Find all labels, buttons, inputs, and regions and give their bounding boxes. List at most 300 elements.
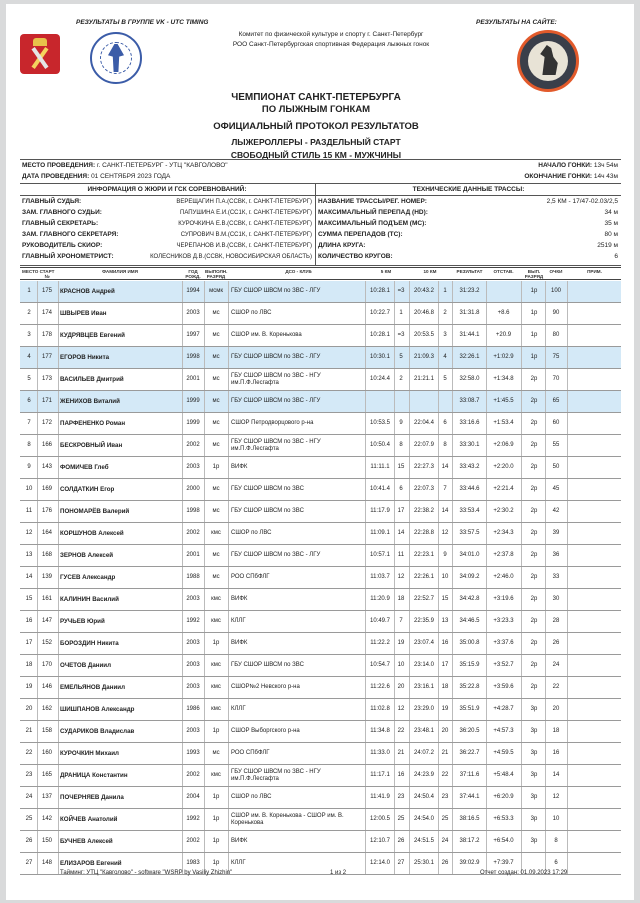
cell-bib: 160 — [41, 750, 52, 756]
cell-rank: кмс — [211, 684, 221, 690]
cell-club: СШОР Выборгского р-на — [231, 728, 300, 734]
cell-bib: 147 — [41, 618, 52, 624]
cell-10km-time: 20:53.5 — [413, 332, 435, 338]
table-row — [20, 325, 621, 347]
cell-gap: +6:53.3 — [493, 816, 514, 822]
cell-name: ПОНОМАРЁВ Валерий — [60, 508, 130, 515]
cell-5km-pos: 14 — [397, 530, 405, 536]
cell-10km-pos: 14 — [441, 508, 449, 514]
cell-year: 1993 — [186, 750, 200, 756]
cell-points: 70 — [552, 376, 560, 382]
cell-place: 11 — [25, 508, 33, 514]
discipline-title: ПО ЛЫЖНЫМ ГОНКАМ — [261, 104, 371, 115]
col-year: ГОД РОЖД. — [185, 269, 201, 279]
table-row — [20, 369, 621, 391]
cell-5km-pos: 12 — [397, 706, 405, 712]
divider — [20, 265, 621, 266]
cell-bib: 168 — [41, 552, 52, 558]
cell-earned-rank: 2р — [530, 398, 538, 404]
cell-year: 2002 — [186, 442, 200, 448]
cell-5km-time: 11:22.6 — [370, 684, 390, 690]
cell-name: ЕЛИЗАРОВ Евгений — [60, 860, 122, 867]
cell-points: 80 — [552, 332, 560, 338]
cell-year: 1997 — [186, 332, 200, 338]
cell-rank: 1р — [212, 838, 220, 844]
cell-10km-pos: 6 — [443, 420, 447, 426]
cell-earned-rank: 1р — [530, 310, 538, 316]
cell-earned-rank: 2р — [530, 530, 538, 536]
tech-value: 34 м — [604, 209, 618, 216]
cell-year: 1999 — [186, 398, 200, 404]
divider — [20, 195, 621, 196]
cell-name: ПАРФЕНЕНКО Роман — [60, 420, 126, 427]
cell-5km-time: 10:50.4 — [369, 442, 391, 448]
cell-points: 24 — [552, 662, 560, 668]
cell-5km-time: 11:41.9 — [370, 794, 390, 800]
cell-club: ВИФК — [231, 596, 248, 602]
cell-points: 45 — [552, 486, 560, 492]
cell-10km-pos: 21 — [441, 750, 449, 756]
cell-earned-rank: 2р — [530, 420, 538, 426]
cell-rank: мс — [212, 332, 220, 338]
jury-role: РУКОВОДИТЕЛЬ СКИОР: — [22, 242, 103, 249]
cell-result: 33:08.7 — [459, 398, 480, 404]
cell-rank: мс — [212, 420, 220, 426]
cell-5km-pos: 18 — [397, 596, 405, 602]
cell-result: 32:58.0 — [459, 376, 480, 382]
cell-result: 32:26.1 — [459, 354, 480, 360]
cell-gap: +4:28.7 — [493, 706, 514, 712]
cell-result: 39:02.9 — [459, 860, 480, 866]
cell-5km-pos: 5 — [399, 354, 403, 360]
cell-club: СШОР по ЛВС — [231, 530, 272, 536]
cell-place: 14 — [25, 574, 33, 580]
cell-club: ГБУ СШОР ШВСМ по ЗВС - НГУ им.П.Ф.Лесгафта — [231, 373, 321, 386]
divider — [20, 183, 621, 184]
cell-10km-time: 22:28.8 — [413, 530, 435, 536]
cell-rank: мс — [212, 398, 220, 404]
cell-10km-time: 22:35.9 — [413, 618, 435, 624]
cell-result: 31:31.8 — [459, 310, 480, 316]
cell-5km-time: 11:34.8 — [370, 728, 390, 734]
cell-5km-time: 10:57.1 — [369, 552, 391, 558]
cell-year: 1998 — [186, 508, 200, 514]
cell-rank: мс — [212, 486, 220, 492]
tech-value: 6 — [614, 253, 618, 260]
cell-5km-pos: 22 — [397, 728, 405, 734]
cell-gap: +3:37.6 — [493, 640, 514, 646]
cell-10km-pos: 19 — [441, 706, 449, 712]
cell-gap: +2:06.9 — [493, 442, 514, 448]
table-row — [20, 479, 621, 501]
cell-earned-rank: 3р — [530, 750, 538, 756]
jury-member: ЧЕРЕПАНОВ И.В.(ССВК, г. САНКТ-ПЕТЕРБУРГ) — [176, 243, 312, 249]
cell-5km-time: 10:22.7 — [369, 310, 391, 316]
cell-place: 5 — [27, 376, 31, 382]
cell-10km-time: 22:23.1 — [413, 552, 435, 558]
cell-bib: 178 — [41, 332, 52, 338]
tech-value: 80 м — [604, 231, 618, 238]
cell-bib: 152 — [41, 640, 52, 646]
cell-points: 30 — [552, 596, 560, 602]
cell-10km-pos: 17 — [441, 662, 449, 668]
cell-earned-rank: 2р — [530, 574, 538, 580]
table-header — [20, 267, 621, 280]
cell-earned-rank: 2р — [530, 640, 538, 646]
cell-earned-rank: 1р — [530, 288, 538, 294]
cell-10km-time: 23:48.1 — [413, 728, 435, 734]
cell-earned-rank: 2р — [530, 376, 538, 382]
cell-earned-rank: 3р — [530, 794, 538, 800]
cell-bib: 164 — [41, 530, 52, 536]
cell-5km-pos: 27 — [397, 860, 405, 866]
cell-result: 35:15.9 — [459, 662, 480, 668]
cell-10km-pos: 4 — [443, 354, 447, 360]
cell-5km-pos: 12 — [397, 574, 405, 580]
cell-10km-pos: 8 — [443, 442, 447, 448]
cell-year: 1986 — [186, 706, 200, 712]
cell-place: 18 — [25, 662, 33, 668]
cell-gap: +1:02.9 — [493, 354, 514, 360]
race-style: СВОБОДНЫЙ СТИЛЬ 15 КМ - МУЖЧИНЫ — [230, 150, 402, 160]
cell-10km-pos: 7 — [443, 486, 447, 492]
table-row — [20, 655, 621, 677]
cell-gap: +7:39.7 — [493, 860, 514, 866]
cell-result: 34:42.8 — [459, 596, 480, 602]
cell-points: 42 — [552, 508, 560, 514]
cell-name: КУРОЧКИН Михаил — [60, 750, 119, 757]
cell-10km-time: 21:21.1 — [413, 376, 435, 382]
cell-bib: 139 — [41, 574, 52, 580]
cell-5km-time: 11:02.8 — [370, 706, 390, 712]
cell-year: 2002 — [186, 772, 200, 778]
cell-club: ГБУ СШОР ШВСМ по ЗВС - ЛГУ — [231, 288, 321, 294]
cell-club: ГБУ СШОР ШВСМ по ЗВС - НГУ им.П.Ф.Лесгафта — [231, 439, 321, 452]
cell-club: ГБУ СШОР ШВСМ по ЗВС - ЛГУ — [231, 552, 321, 558]
cell-rank: кмс — [211, 772, 221, 778]
cell-10km-time: 20:46.8 — [413, 310, 435, 316]
table-row — [20, 633, 621, 655]
divider — [315, 183, 316, 265]
cell-gap: +8.6 — [497, 310, 510, 316]
cell-result: 33:57.5 — [459, 530, 480, 536]
cell-rank: мсмк — [209, 288, 223, 294]
cell-5km-time: 11:11.1 — [370, 464, 390, 470]
cell-gap: +1:53.4 — [493, 420, 514, 426]
cell-gap: +1:34.8 — [493, 376, 514, 382]
col-bib: СТАРТ № — [39, 269, 55, 279]
cell-points: 33 — [552, 574, 560, 580]
cell-year: 2001 — [186, 552, 200, 558]
jury-member: КУРОЧКИНА Е.В.(ССВК, г. САНКТ-ПЕТЕРБУРГ) — [178, 221, 312, 227]
cell-bib: 137 — [41, 794, 52, 800]
cell-result: 37:44.1 — [459, 794, 480, 800]
cell-result: 31:44.1 — [459, 332, 480, 338]
cell-club: ВИФК — [231, 464, 248, 470]
cell-result: 35:51.9 — [459, 706, 480, 712]
cell-5km-time: 11:03.7 — [370, 574, 390, 580]
col-notes: ПРИМ. — [587, 269, 602, 274]
cell-gap: +2:21.4 — [493, 486, 514, 492]
cell-10km-time: 22:52.7 — [413, 596, 435, 602]
cell-rank: кмс — [211, 662, 221, 668]
table-row — [20, 303, 621, 325]
cell-result: 38:16.5 — [459, 816, 480, 822]
cell-5km-pos: =3 — [397, 332, 405, 338]
date-row: ДАТА ПРОВЕДЕНИЯ: 01 СЕНТЯБРЯ 2023 ГОДА — [22, 173, 171, 180]
cell-5km-time: 11:17.9 — [370, 508, 390, 514]
cell-rank: кмс — [211, 618, 221, 624]
cell-10km-time: 22:07.3 — [413, 486, 435, 492]
tech-label: НАЗВАНИЕ ТРАССЫ/РЕГ. НОМЕР: — [318, 198, 427, 205]
cell-rank: мс — [212, 508, 220, 514]
cell-5km-pos: 1 — [399, 310, 403, 316]
cell-10km-time: 23:29.0 — [413, 706, 435, 712]
cell-earned-rank: 2р — [530, 552, 538, 558]
cell-earned-rank: 1р — [530, 354, 538, 360]
cell-rank: кмс — [211, 706, 221, 712]
tech-value: 35 м — [604, 220, 618, 227]
cell-10km-pos: 2 — [443, 310, 447, 316]
cell-club: СШОР№2 Невского р-на — [231, 684, 300, 690]
cell-10km-pos: 9 — [443, 552, 447, 558]
kavgolovo-logo — [517, 30, 579, 92]
table-row — [20, 523, 621, 545]
jury-member: СУПРОВИЧ В.М.(СС1К, г. САНКТ-ПЕТЕРБУРГ) — [180, 232, 312, 238]
tech-label: ДЛИНА КРУГА: — [318, 242, 366, 249]
cell-5km-time: 10:41.4 — [369, 486, 391, 492]
cell-earned-rank: 3р — [530, 772, 538, 778]
cell-5km-time: 11:20.9 — [370, 596, 390, 602]
cell-club: ГБУ СШОР ШВСМ по ЗВС - ЛГУ — [231, 398, 321, 404]
cell-5km-pos: 26 — [397, 838, 405, 844]
cell-5km-time: 11:17.1 — [370, 772, 390, 778]
cell-name: СУДАРИКОВ Владислав — [60, 728, 135, 735]
cell-gap: +20.9 — [495, 332, 512, 338]
cell-year: 2002 — [186, 530, 200, 536]
cell-10km-time: 23:07.4 — [413, 640, 435, 646]
cell-place: 6 — [27, 398, 31, 404]
cell-club: КЛЛГ — [231, 860, 246, 866]
cell-gap: +5:48.4 — [493, 772, 514, 778]
cell-place: 27 — [25, 860, 33, 866]
cell-points: 60 — [552, 420, 560, 426]
cell-result: 35:00.8 — [459, 640, 480, 646]
cell-place: 21 — [25, 728, 33, 734]
jury-role: ЗАМ. ГЛАВНОГО СУДЬИ: — [22, 209, 102, 216]
table-row — [20, 545, 621, 567]
cell-gap: +2:20.0 — [493, 464, 514, 470]
cell-points: 39 — [552, 530, 560, 536]
cell-earned-rank: 2р — [530, 618, 538, 624]
col-vr: ВЫП. РАЗРЯД — [524, 269, 544, 279]
cell-earned-rank: 2р — [530, 486, 538, 492]
cell-year: 2003 — [186, 662, 200, 668]
cell-club: ВИФК — [231, 640, 248, 646]
cell-name: РУЧЬЕВ Юрий — [60, 618, 105, 625]
cell-year: 2004 — [186, 794, 200, 800]
cell-rank: мс — [212, 442, 220, 448]
cell-10km-time: 22:07.9 — [413, 442, 435, 448]
cell-name: ЕГОРОВ Никита — [60, 354, 110, 361]
cell-earned-rank: 2р — [530, 684, 538, 690]
table-row — [20, 677, 621, 699]
cell-name: ПОЧЕРНЯЕВ Данила — [60, 794, 124, 801]
cell-earned-rank: 3р — [530, 728, 538, 734]
cell-points: 20 — [552, 706, 560, 712]
cell-rank: кмс — [211, 596, 221, 602]
cell-place: 1 — [27, 288, 31, 294]
jury-heading: ИНФОРМАЦИЯ О ЖЮРИ И ГСК СОРЕВНОВАНИЙ: — [87, 186, 247, 193]
cell-bib: 175 — [41, 288, 52, 294]
cell-gap: +6:54.0 — [493, 838, 514, 844]
cell-name: КАЛИНИН Василий — [60, 596, 119, 603]
cell-earned-rank: 2р — [530, 442, 538, 448]
cell-10km-time: 22:38.2 — [413, 508, 435, 514]
cell-bib: 158 — [41, 728, 52, 734]
cell-club: ГБУ СШОР ШВСМ по ЗВС — [231, 662, 304, 668]
cell-10km-pos: 1 — [443, 288, 447, 294]
cell-points: 26 — [552, 640, 560, 646]
cell-5km-time: 10:28.1 — [369, 288, 391, 294]
cell-year: 2003 — [186, 684, 200, 690]
protocol-page — [6, 4, 634, 900]
cell-points: 14 — [552, 772, 560, 778]
cell-result: 33:53.4 — [459, 508, 480, 514]
table-row — [20, 347, 621, 369]
spb-coat-of-arms-logo — [20, 34, 60, 74]
cell-5km-pos: 19 — [397, 640, 405, 646]
cell-10km-time: 25:30.1 — [413, 860, 435, 866]
jury-role: ГЛАВНЫЙ ХРОНОМЕТРИСТ: — [22, 253, 114, 260]
timing-credit: Тайминг: УТЦ "Кавголово" - software "WSRP by Vasiliy Zhizhin" — [60, 870, 233, 876]
cell-club: СШОР им. В. Коренькова — [231, 332, 302, 338]
table-row — [20, 743, 621, 765]
race-format: ЛЫЖЕРОЛЛЕРЫ - РАЗДЕЛЬНЫЙ СТАРТ — [231, 137, 401, 147]
cell-name: ВАСИЛЬЕВ Дмитрий — [60, 376, 124, 383]
cell-5km-pos: 23 — [397, 794, 405, 800]
cell-year: 1999 — [186, 420, 200, 426]
cell-bib: 165 — [41, 772, 52, 778]
cell-gap: +4:57.3 — [493, 728, 514, 734]
cell-rank: 1р — [212, 728, 220, 734]
cell-10km-time: 24:23.9 — [413, 772, 435, 778]
cell-bib: 142 — [41, 816, 52, 822]
cell-5km-time: 10:54.7 — [369, 662, 391, 668]
cell-earned-rank: 2р — [530, 508, 538, 514]
jury-member: ПАПУШИНА Е.И.(СС1К, г. САНКТ-ПЕТЕРБУРГ) — [180, 210, 312, 216]
cell-5km-time: 12:10.7 — [369, 838, 391, 844]
cell-result: 31:23.2 — [459, 288, 480, 294]
cell-result: 36:22.7 — [459, 750, 480, 756]
cell-gap: +3:52.7 — [493, 662, 514, 668]
cell-club: ГБУ СШОР ШВСМ по ЗВС — [231, 486, 304, 492]
cell-club: ГБУ СШОР ШВСМ по ЗВС — [231, 508, 304, 514]
table-row — [20, 831, 621, 853]
cell-bib: 166 — [41, 442, 52, 448]
cell-rank: 1р — [212, 794, 220, 800]
cell-rank: мс — [212, 552, 220, 558]
col-10km: 10 КМ — [423, 269, 437, 274]
cell-place: 24 — [25, 794, 33, 800]
cell-club: СШОР по ЛВС — [231, 310, 272, 316]
cell-result: 34:09.2 — [459, 574, 480, 580]
cell-gap: +2:34.3 — [493, 530, 514, 536]
cell-5km-time: 10:53.5 — [369, 420, 391, 426]
cell-place: 7 — [27, 420, 31, 426]
tech-label: МАКСИМАЛЬНЫЙ ПОДЪЕМ (MC): — [318, 220, 427, 227]
end-time-row: ОКОНЧАНИЕ ГОНКИ: 14ч 43м — [524, 173, 618, 180]
cell-5km-pos: =3 — [397, 288, 405, 294]
cell-earned-rank: 3р — [530, 706, 538, 712]
cell-10km-pos: 14 — [441, 464, 449, 470]
cell-place: 17 — [25, 640, 33, 646]
cell-place: 16 — [25, 618, 33, 624]
cell-10km-pos: 13 — [441, 618, 449, 624]
cell-name: ШИШПАНОВ Александр — [60, 706, 135, 713]
cell-10km-pos: 20 — [441, 728, 449, 734]
cell-5km-pos: 9 — [399, 420, 403, 426]
cell-year: 1992 — [186, 618, 200, 624]
cell-rank: мс — [212, 310, 220, 316]
cell-name: КОРШУНОВ Алексей — [60, 530, 124, 537]
cell-10km-pos: 18 — [441, 684, 449, 690]
cell-10km-pos: 26 — [441, 860, 449, 866]
cell-points: 16 — [552, 750, 560, 756]
page-number: 1 из 2 — [330, 870, 347, 876]
cell-points: 90 — [552, 310, 560, 316]
start-time-row: НАЧАЛО ГОНКИ: 13ч 54м — [538, 162, 618, 169]
cell-10km-time: 23:16.1 — [413, 684, 435, 690]
cell-rank: мс — [212, 750, 220, 756]
cell-bib: 174 — [41, 310, 52, 316]
protocol-title: ОФИЦИАЛЬНЫЙ ПРОТОКОЛ РЕЗУЛЬТАТОВ — [213, 121, 419, 132]
vk-group-caption: РЕЗУЛЬТАТЫ В ГРУППЕ VK - UTC TIMING — [76, 19, 209, 26]
cell-name: ШВЫРЕВ Иван — [60, 310, 107, 317]
cell-name: ЕМЕЛЬЯНОВ Даниил — [60, 684, 126, 691]
table-row — [20, 787, 621, 809]
cell-name: БУЧНЕВ Алексей — [60, 838, 113, 845]
cell-5km-time: 11:33.0 — [370, 750, 390, 756]
cell-name: ГУСЕВ Александр — [60, 574, 116, 581]
cell-result: 34:01.0 — [459, 552, 480, 558]
cell-gap: +4:59.5 — [493, 750, 514, 756]
cell-rank: мс — [212, 574, 220, 580]
cell-earned-rank: 3р — [530, 838, 538, 844]
cell-points: 22 — [552, 684, 560, 690]
cell-bib: 143 — [41, 464, 52, 470]
cell-5km-time: 12:00.5 — [369, 816, 391, 822]
cell-gap: +3:23.3 — [493, 618, 514, 624]
place-row: МЕСТО ПРОВЕДЕНИЯ: г. САНКТ-ПЕТЕРБУРГ - УТЦ "КАВГОЛОВО" — [22, 162, 228, 169]
tech-value: 2519 м — [597, 242, 618, 249]
cell-year: 1983 — [186, 860, 200, 866]
cell-5km-pos: 6 — [399, 486, 403, 492]
cell-rank: 1р — [212, 464, 220, 470]
cell-10km-time: 20:43.2 — [413, 288, 435, 294]
cell-year: 2000 — [186, 486, 200, 492]
cell-rank: мс — [212, 354, 220, 360]
cell-rank: мс — [212, 376, 220, 382]
cell-place: 13 — [25, 552, 33, 558]
championship-title: ЧЕМПИОНАТ САНКТ-ПЕТЕРБУРГА — [231, 92, 401, 103]
cell-gap: +2:30.2 — [493, 508, 514, 514]
cell-earned-rank: 1р — [530, 332, 538, 338]
table-row — [20, 281, 621, 303]
cell-earned-rank: 2р — [530, 596, 538, 602]
cell-place: 23 — [25, 772, 33, 778]
cell-5km-pos: 8 — [399, 442, 403, 448]
